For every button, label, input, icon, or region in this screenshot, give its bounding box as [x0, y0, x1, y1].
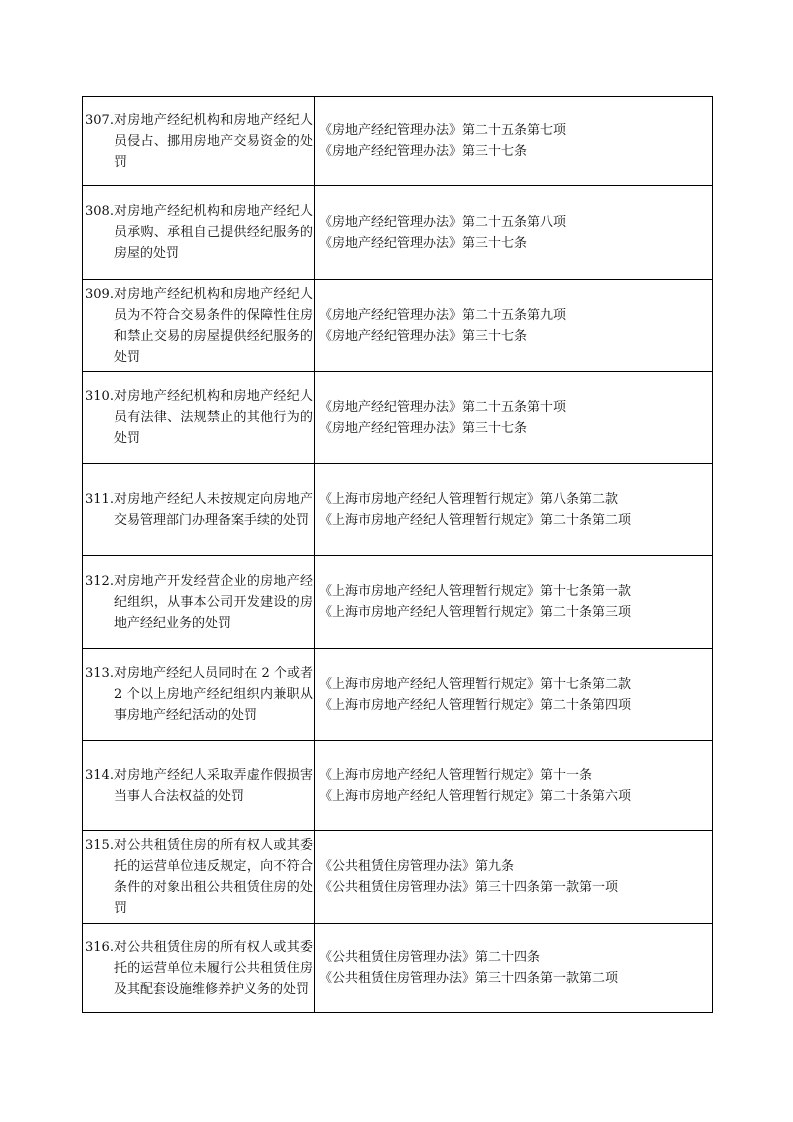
- legal-basis-line: 《房地产经纪管理办法》第三十七条: [319, 420, 528, 436]
- legal-basis-cell: [315, 464, 713, 556]
- legal-basis-line: 《公共租赁住房管理办法》第九条: [319, 859, 515, 874]
- item-text: 对公共租赁住房的所有权人或其委托的运营单位违反规定，向不符合条件的对象出租公共租赁住房的处罚: [113, 838, 313, 916]
- legal-basis-line: 《上海市房地产经纪人管理暂行规定》第八条第二款: [319, 491, 619, 507]
- legal-basis-line: 《上海市房地产经纪人管理暂行规定》第十七条第二款: [319, 676, 632, 692]
- legal-basis-cell: [315, 831, 713, 924]
- legal-basis-line: 《房地产经纪管理办法》第二十五条第九项: [319, 307, 567, 323]
- legal-basis-line: 《房地产经纪管理办法》第二十五条第七项: [319, 123, 567, 138]
- item-number: 313.: [85, 666, 114, 681]
- item-number: 311.: [85, 491, 114, 507]
- item-number: 308.: [85, 204, 114, 219]
- table-row: [83, 649, 713, 741]
- penalty-item-cell: [83, 649, 315, 741]
- table-row: [83, 372, 713, 464]
- legal-basis-line: 《上海市房地产经纪人管理暂行规定》第十七条第一款: [319, 584, 632, 599]
- item-text: 对房地产经纪机构和房地产经纪人员侵占、挪用房地产交易资金的处罚: [113, 112, 313, 170]
- table-row: [83, 186, 713, 280]
- table-row: [83, 556, 713, 649]
- legal-basis-cell: [315, 924, 713, 1013]
- item-text: 对房地产经纪机构和房地产经纪人员为不符合交易条件的保障性住房和禁止交易的房屋提供经纪服务的处罚: [113, 286, 313, 365]
- table-row: [83, 831, 713, 924]
- legal-basis-line: 《房地产经纪管理办法》第三十七条: [319, 235, 528, 251]
- item-text: 对房地产经纪人采取弄虚作假损害当事人合法权益的处罚: [113, 767, 313, 804]
- legal-basis-line: 《上海市房地产经纪人管理暂行规定》第十一条: [319, 767, 593, 783]
- legal-basis-line: 《房地产经纪管理办法》第三十七条: [319, 144, 528, 159]
- item-text: 对房地产经纪人未按规定向房地产交易管理部门办理备案手续的处罚: [113, 491, 313, 528]
- item-number: 316.: [85, 939, 114, 955]
- penalty-item-cell: [83, 831, 315, 924]
- legal-basis-line: 《上海市房地产经纪人管理暂行规定》第二十条第四项: [319, 697, 632, 713]
- item-number: 312.: [85, 573, 114, 589]
- legal-basis-cell: [315, 280, 713, 372]
- item-number: 310.: [85, 389, 114, 404]
- item-text: 对房地产经纪人员同时在 2 个或者 2 个以上房地产经纪组织内兼职从事房地产经纪活动的处罚: [113, 666, 313, 723]
- item-text: 对房地产开发经营企业的房地产经纪组织，从事本公司开发建设的房地产经纪业务的处罚: [113, 573, 313, 631]
- legal-basis-cell: [315, 97, 713, 186]
- table-row: [83, 280, 713, 372]
- penalty-item-cell: [83, 372, 315, 464]
- penalty-table: [82, 96, 713, 1013]
- item-text: 对公共租赁住房的所有权人或其委托的运营单位未履行公共租赁住房及其配套设施维修养护义务的处罚: [113, 939, 313, 997]
- legal-basis-line: 《上海市房地产经纪人管理暂行规定》第二十条第二项: [319, 512, 632, 528]
- legal-basis-line: 《公共租赁住房管理办法》第二十四条: [319, 950, 541, 965]
- table-row: [83, 741, 713, 831]
- legal-basis-cell: [315, 649, 713, 741]
- item-number: 314.: [85, 767, 114, 783]
- item-text: 对房地产经纪机构和房地产经纪人员承购、承租自己提供经纪服务的房屋的处罚: [113, 204, 313, 261]
- legal-basis-cell: [315, 186, 713, 280]
- legal-basis-cell: [315, 741, 713, 831]
- penalty-item-cell: [83, 97, 315, 186]
- penalty-item-cell: [83, 741, 315, 831]
- penalty-item-cell: [83, 924, 315, 1013]
- item-number: 309.: [85, 286, 114, 302]
- legal-basis-line: 《房地产经纪管理办法》第二十五条第十项: [319, 399, 567, 415]
- penalty-item-cell: [83, 186, 315, 280]
- legal-basis-cell: [315, 372, 713, 464]
- item-number: 315.: [85, 838, 114, 853]
- penalty-item-cell: [83, 280, 315, 372]
- legal-basis-line: 《公共租赁住房管理办法》第三十四条第一款第二项: [319, 971, 619, 986]
- penalty-item-cell: [83, 464, 315, 556]
- legal-basis-cell: [315, 556, 713, 649]
- legal-basis-line: 《房地产经纪管理办法》第三十七条: [319, 328, 528, 344]
- table-row: [83, 97, 713, 186]
- legal-basis-line: 《上海市房地产经纪人管理暂行规定》第二十条第六项: [319, 788, 632, 804]
- legal-basis-line: 《公共租赁住房管理办法》第三十四条第一款第一项: [319, 880, 619, 895]
- legal-basis-line: 《上海市房地产经纪人管理暂行规定》第二十条第三项: [319, 605, 632, 620]
- table-row: [83, 924, 713, 1013]
- legal-basis-line: 《房地产经纪管理办法》第二十五条第八项: [319, 214, 567, 230]
- item-text: 对房地产经纪机构和房地产经纪人员有法律、法规禁止的其他行为的处罚: [113, 389, 313, 446]
- item-number: 307.: [85, 112, 114, 128]
- table-row: [83, 464, 713, 556]
- penalty-item-cell: [83, 556, 315, 649]
